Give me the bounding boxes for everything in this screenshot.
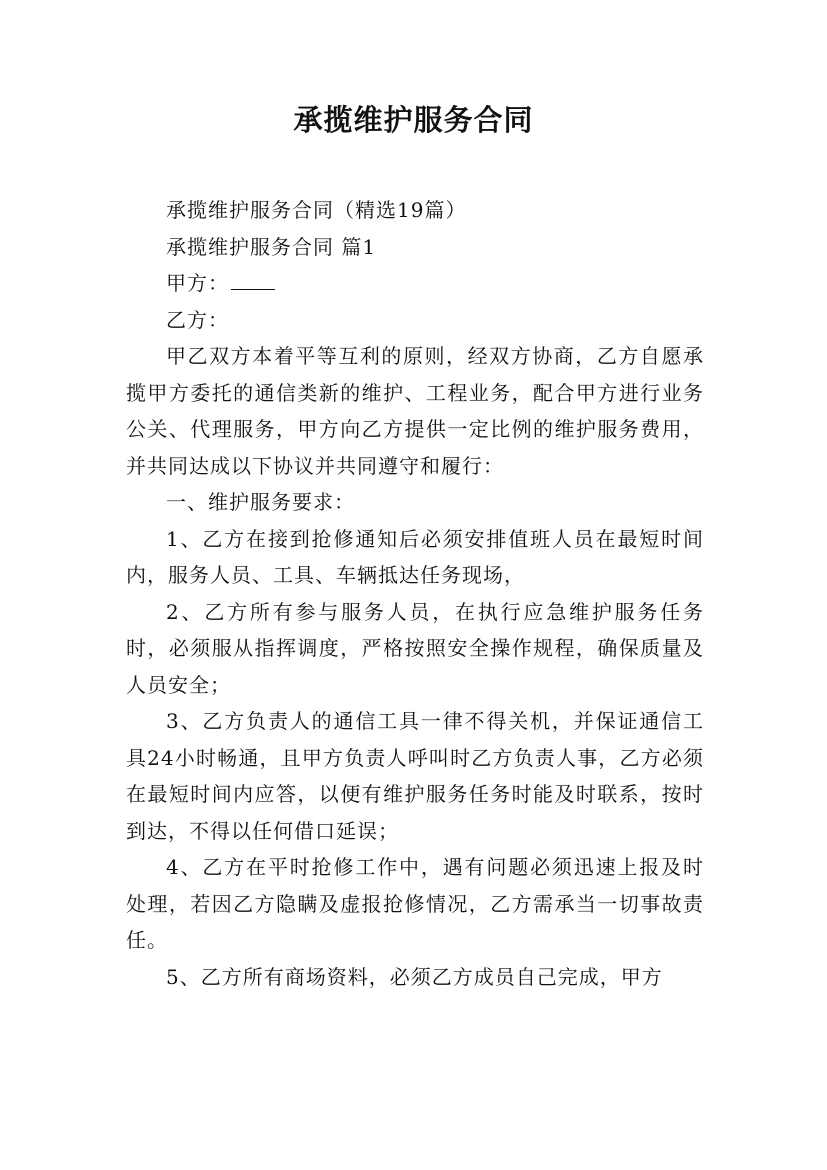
paragraph-party-b: 乙方： xyxy=(166,307,229,332)
document-body xyxy=(126,192,704,995)
paragraph-section-heading: 承揽维护服务合同 篇1 xyxy=(166,234,377,259)
paragraph-party-a xyxy=(126,265,704,302)
paragraph-clause-2: 2、乙方所有参与服务人员，在执行应急维护服务任务时，必须服从指挥调度，严格按照安全操作规程，确保质量及人员安全； xyxy=(126,599,704,697)
paragraph-clause-1: 1、乙方在接到抢修通知后必须安排值班人员在最短时间内，服务人员、工具、车辆抵达任务现场， xyxy=(126,526,704,587)
paragraph-clause-5: 5、乙方所有商场资料，必须乙方成员自己完成，甲方 xyxy=(166,964,663,989)
paragraph-preamble: 甲乙双方本着平等互利的原则，经双方协商，乙方自愿承揽甲方委托的通信类新的维护、工程业务，配合甲方进行业务公关、代理服务，甲方向乙方提供一定比例的维护服务费用，并共同达成以下协议并共同遵守和履行： xyxy=(126,344,704,478)
party-a-label: 甲方： xyxy=(166,271,229,295)
paragraph-subtitle: 承揽维护服务合同（精选19篇） xyxy=(166,198,467,222)
paragraph-clause-3: 3、乙方负责人的通信工具一律不得关机，并保证通信工具24小时畅通，且甲方负责人呼叫时乙方负责人事，乙方必须在最短时间内应答，以便有维护服务任务时能及时联系，按时到达，不得以任何借口延误； xyxy=(126,709,704,843)
paragraph-clause-heading: 一、维护服务要求： xyxy=(166,490,355,514)
party-a-blank-line xyxy=(231,271,275,290)
paragraph-clause-4: 4、乙方在平时抢修工作中，遇有问题必须迅速上报及时处理，若因乙方隐瞒及虚报抢修情况，乙方需承当一切事故责任。 xyxy=(126,855,704,952)
document-title: 承揽维护服务合同 xyxy=(293,103,534,137)
